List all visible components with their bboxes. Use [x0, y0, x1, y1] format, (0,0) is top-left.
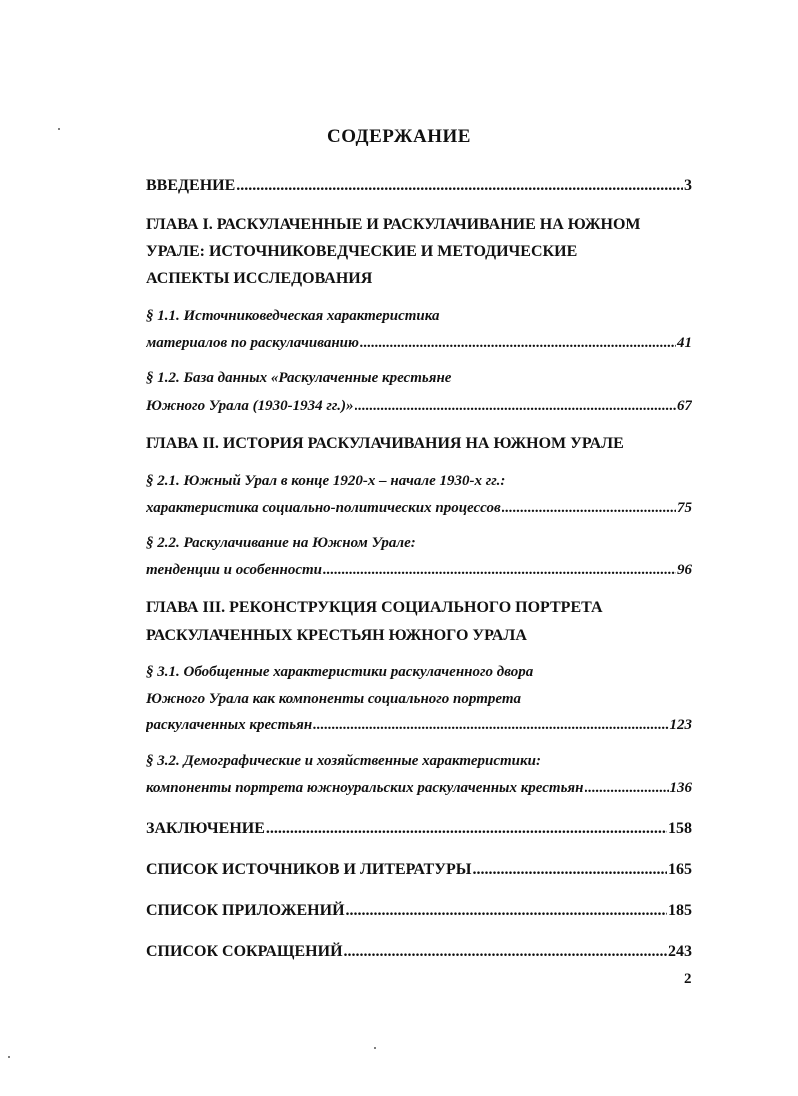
leader-dots — [355, 395, 677, 417]
chapter-1-heading-line-2[interactable]: УРАЛЕ: ИСТОЧНИКОВЕДЧЕСКИЕ И МЕТОДИЧЕСКИЕ — [146, 243, 578, 260]
leader-dots — [472, 859, 667, 881]
page-number: 2 — [684, 971, 692, 987]
section-3-2-entry[interactable] — [146, 777, 692, 801]
leader-dots — [236, 175, 683, 197]
chapter-3-heading-line-1[interactable]: ГЛАВА III. РЕКОНСТРУКЦИЯ СОЦИАЛЬНОГО ПОРТРЕТА — [146, 599, 603, 616]
toc-entry-title: компоненты портрета южноуральских раскулаченных крестьян — [146, 780, 584, 796]
section-2-2-line-1[interactable]: § 2.2. Раскулачивание на Южном Урале: — [146, 535, 416, 551]
section-1-2-entry[interactable] — [146, 395, 692, 419]
toc-entry-title: СПИСОК СОКРАЩЕНИЙ — [146, 943, 343, 960]
toc-entry-title: характеристика социально-политических процессов — [146, 500, 501, 516]
toc-entry-appendices[interactable] — [146, 900, 692, 924]
section-3-1-line-1[interactable]: § 3.1. Обобщенные характеристики раскулаченного двора — [146, 664, 534, 680]
chapter-1-heading-line-1[interactable]: ГЛАВА I. РАСКУЛАЧЕННЫЕ И РАСКУЛАЧИВАНИЕ НА ЮЖНОМ — [146, 216, 641, 233]
leader-dots — [502, 497, 676, 519]
section-2-2-entry[interactable] — [146, 559, 692, 583]
toc-page-number: 165 — [668, 861, 692, 878]
section-3-2-line-1[interactable]: § 3.2. Демографические и хозяйственные характеристики: — [146, 753, 541, 769]
toc-page-number: 158 — [668, 820, 692, 837]
leader-dots — [266, 818, 667, 840]
section-1-1-line-1[interactable]: § 1.1. Источниковедческая характеристика — [146, 308, 440, 324]
toc-page-number: 96 — [677, 562, 692, 578]
leader-dots — [585, 777, 669, 799]
page-title: СОДЕРЖАНИЕ — [327, 126, 471, 147]
leader-dots — [323, 559, 676, 581]
section-2-1-line-1[interactable]: § 2.1. Южный Урал в конце 1920-х – начале 1930-х гг.: — [146, 473, 506, 489]
chapter-2-heading[interactable]: ГЛАВА II. ИСТОРИЯ РАСКУЛАЧИВАНИЯ НА ЮЖНОМ УРАЛЕ — [146, 435, 624, 452]
toc-entry-title: СПИСОК ПРИЛОЖЕНИЙ — [146, 902, 345, 919]
toc-entry-title: тенденции и особенности — [146, 562, 323, 578]
toc-page-number: 185 — [668, 902, 692, 919]
toc-entry-title: Южного Урала (1930-1934 гг.)» — [146, 398, 354, 414]
chapter-1-heading-line-3[interactable]: АСПЕКТЫ ИССЛЕДОВАНИЯ — [146, 270, 373, 287]
toc-entry-title: ЗАКЛЮЧЕНИЕ — [146, 820, 265, 837]
section-3-1-entry[interactable] — [146, 714, 692, 738]
toc-page-number: 75 — [677, 500, 692, 516]
leader-dots — [346, 900, 667, 922]
chapter-3-heading-line-2[interactable]: РАСКУЛАЧЕННЫХ КРЕСТЬЯН ЮЖНОГО УРАЛА — [146, 627, 527, 644]
toc-page-number: 123 — [669, 717, 692, 733]
toc-page-number: 67 — [677, 398, 692, 414]
toc-entry-title: СПИСОК ИСТОЧНИКОВ И ЛИТЕРАТУРЫ — [146, 861, 472, 878]
toc-entry-introduction[interactable] — [146, 175, 692, 199]
section-1-1-entry[interactable] — [146, 332, 692, 356]
scan-speck — [58, 128, 60, 130]
section-2-1-entry[interactable] — [146, 497, 692, 521]
leader-dots — [344, 941, 667, 963]
toc-page-number: 136 — [669, 780, 692, 796]
section-1-2-line-1[interactable]: § 1.2. База данных «Раскулаченные крестьяне — [146, 370, 452, 386]
toc-entry-abbreviations[interactable] — [146, 941, 692, 965]
scan-speck — [8, 1056, 10, 1058]
toc-page-number: 41 — [677, 335, 692, 351]
section-3-1-line-2[interactable]: Южного Урала как компоненты социального портрета — [146, 691, 521, 707]
leader-dots — [313, 714, 668, 736]
toc-entry-title: материалов по раскулачиванию — [146, 335, 359, 351]
toc-page-number: 3 — [684, 177, 692, 194]
toc-page-number: 243 — [668, 943, 692, 960]
leader-dots — [360, 332, 676, 354]
toc-entry-sources[interactable] — [146, 859, 692, 883]
toc-entry-title: ВВЕДЕНИЕ — [146, 177, 236, 194]
toc-entry-title: раскулаченных крестьян — [146, 717, 313, 733]
toc-entry-conclusion[interactable] — [146, 818, 692, 842]
scan-speck — [374, 1047, 376, 1049]
